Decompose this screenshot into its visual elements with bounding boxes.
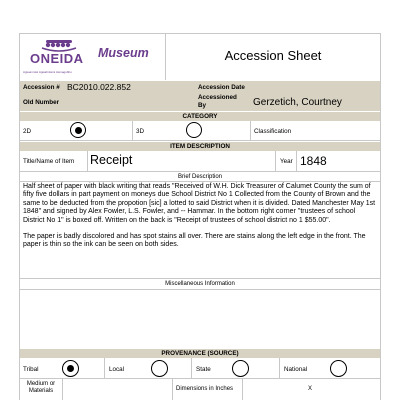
radio-3d[interactable] [186,122,202,138]
classification-label: Classification [254,128,292,135]
dimensions-label: Dimensions in Inches [176,386,234,392]
title-label: Title/Name of Item [23,158,75,165]
brief-description-text[interactable] [23,183,378,250]
radio-selected-icon [75,127,82,134]
radio-state[interactable] [232,360,249,377]
year-label: Year [280,158,293,165]
category-header: CATEGORY [182,113,218,120]
accession-date-label: Accession Date [198,84,245,91]
radio-selected-icon [67,365,74,372]
accessioned-by-value[interactable]: Gerzetich, Courtney [253,97,342,108]
accession-number-label: Accession # [23,84,60,91]
museum-label: Museum [98,46,149,60]
radio-local[interactable] [151,360,168,377]
logo-tagline: Agweinmisi Agwahnlami Asmagobho [23,70,72,74]
misc-info-area[interactable] [20,290,380,348]
brief-description-label: Brief Description [177,174,222,180]
provenance-header: PROVENANCE (SOURCE) [161,350,239,357]
sheet-title: Accession Sheet [224,48,322,63]
radio-2d[interactable] [70,122,86,138]
provenance-local-label: Local [109,366,125,373]
provenance-national-label: National [284,366,308,373]
brief-paragraph-1: Half sheet of paper with black writing that reads "Received of W.H. Dick Treasurer of Calumet County the sum of fifty five dollars in part payment on moneys due School District No 1 Collected from the County of Brown and the same to be deducted from the propotion [sic] a lotted to said District when it is divided. Dated Manchester May 1st 1848" and signed by Alex Fowler, L.S. Fowler, and -- Hammar. In the bottom right corner "trustees of school District No 1" is boxed off. Written on the back is "Receipt of trustees of school district no 1 $55.00". [23,183,376,224]
dimensions-separator: X [308,386,313,392]
category-3d-label: 3D [136,128,145,135]
year-value[interactable]: 1848 [300,154,327,168]
title-value[interactable]: Receipt [90,153,133,167]
logo-text: ONEIDA [30,51,84,66]
accession-number-value[interactable]: BC2010.022.852 [67,82,131,92]
provenance-state-label: State [196,366,211,373]
radio-national[interactable] [330,360,347,377]
misc-info-label: Miscellaneous Information [165,281,235,287]
radio-tribal[interactable] [62,360,79,377]
item-header: ITEM DESCRIPTION [170,143,230,150]
old-number-label: Old Number [23,99,60,106]
accessioned-by-label: Accessioned By [198,94,237,109]
provenance-tribal-label: Tribal [23,366,39,373]
category-2d-label: 2D [23,128,32,135]
brief-paragraph-2: The paper is badly discolored and has spot stains all over. There are stains along the left edge in the front. The paper is thin so the ink can be seen on both sides. [23,233,366,249]
medium-label: Medium or Materials [26,381,56,394]
